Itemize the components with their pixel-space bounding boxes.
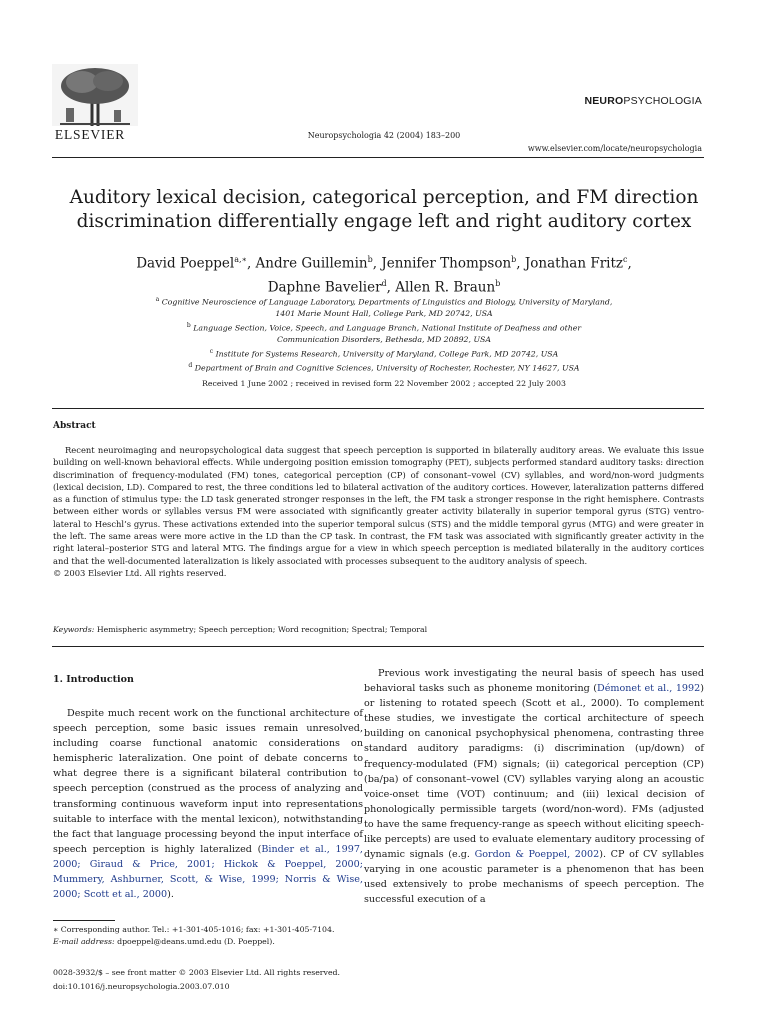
author-separator: ,	[516, 255, 525, 272]
author-affil-mark[interactable]: d	[381, 278, 387, 288]
abstract-heading: Abstract	[53, 421, 96, 431]
section-heading-introduction: 1. Introduction	[53, 674, 134, 685]
author-affil-mark[interactable]: b	[511, 255, 517, 264]
affil-mark: c	[209, 347, 214, 355]
author-name[interactable]: Jennifer Thompson	[381, 255, 512, 272]
citation-link[interactable]: Démonet et al., 1992	[597, 683, 701, 695]
affil-mark: a	[155, 296, 160, 303]
affiliation-line	[60, 334, 708, 346]
abstract-top-rule	[52, 408, 704, 409]
author-separator: ,	[372, 255, 382, 272]
footnote-rule	[53, 920, 115, 921]
affiliation-line	[60, 320, 708, 334]
article-title	[60, 186, 708, 234]
corresponding-author-note: ∗ Corresponding author. Tel.: +1-301-405-1016; fax: +1-301-405-7104.	[53, 925, 335, 934]
author-list	[60, 250, 708, 297]
right-column	[364, 666, 704, 908]
email-label: E-mail address:	[53, 936, 115, 946]
paragraph-text: ). CP of CV syllables varying in one acoustic parameter is a phenomenon that has been used extensively to probe mechanisms of speech perception. The successful execution of a	[364, 849, 704, 906]
doi-line[interactable]: doi:10.1016/j.neuropsychologia.2003.07.010	[53, 981, 230, 991]
authors-line-1	[60, 250, 708, 274]
author-separator: ,	[246, 255, 256, 272]
affil-text: Communication Disorders, Bethesda, MD 20892, USA	[276, 334, 491, 344]
affiliation-line	[60, 308, 708, 320]
paragraph-text: Previous work investigating the neural basis of speech has used behavioral tasks such as phoneme monitoring (	[364, 668, 704, 695]
paragraph-text: Despite much recent work on the functional architecture of speech perception, some basic issues remain unresolved, including coarse functional anatomic considerations on hemispheric lateralization. One point of debate concerns to what degree there is a significant bilateral contribution to speech perception (construed as the process of analyzing and transforming continuous waveform input into representations suitable to interface with the mental lexicon), notwithstanding the fact that language processing beyond the input interface of speech perception is highly lateralized (	[53, 708, 363, 855]
affiliations	[60, 294, 708, 374]
abstract-text: Recent neuroimaging and neuropsychological data suggest that speech perception is supported in bilaterally auditory areas. We evaluate this issue building on well-known behavioral effects. While undergoing position emission tomography (PET), subjects performed standard auditory tasks: direction discrimination of frequency-modulated (FM) tones, categorical perception (CP) of consonant–vowel (CV) syllables, and word/non-word judgments (lexical decision, LD). Compared to rest, the three conditions led to bilateral activation of the auditory cortices. However, lateralization patterns differed as a function of stimulus type: the LD task generated stronger responses in the left, the FM task a stronger response in the right hemisphere. Contrasts between either words or syllables versus FM were associated with significantly greater activity bilaterally in superior temporal gyrus (STG) ventro-lateral to Heschl’s gyrus. These activations extended into the superior temporal sulcus (STS) and the middle temporal gyrus (MTG) and were greater in the left. The same areas were more active in the LD than the CP task. In contrast, the FM task was associated with significantly greater activity in the right lateral–posterior STG and lateral MTG. The findings argue for a view in which speech perception is mediated bilaterally in the auditory cortices and that the well-documented lateralization is likely associated with processes subsequent to the auditory analysis of speech.	[53, 445, 704, 566]
author-separator: ,	[386, 279, 396, 295]
left-column	[53, 706, 363, 902]
journal-url-link[interactable]: www.elsevier.com/locate/neuropsychologia	[527, 144, 702, 153]
title-line-2: discrimination differentially engage left and right auditory cortex	[76, 211, 692, 232]
footnote	[53, 924, 365, 947]
journal-brand	[584, 95, 702, 107]
journal-citation: Neuropsychologia 42 (2004) 183–200	[307, 131, 461, 140]
keywords	[53, 625, 704, 634]
author-name[interactable]: David Poeppel	[136, 255, 235, 272]
author-name[interactable]: Allen R. Braun	[395, 279, 496, 295]
received-dates: Received 1 June 2002 ; received in revised form 22 November 2002 ; accepted 22 July 2003	[202, 379, 566, 388]
header-rule	[52, 157, 704, 158]
issn-doi	[53, 966, 373, 993]
affil-text: Cognitive Neuroscience of Language Laboratory, Departments of Linguistics and Biology, University of Maryland,	[161, 297, 613, 307]
author-separator: ,	[627, 255, 632, 272]
affiliation-line	[60, 360, 708, 374]
author-name[interactable]: Andre Guillemin	[255, 255, 368, 272]
author-affil-mark[interactable]: b	[367, 255, 373, 264]
intro-paragraph	[53, 706, 363, 902]
affiliation-line	[60, 294, 708, 308]
email-address[interactable]: dpoeppel@deans.umd.edu (D. Poeppel).	[114, 936, 275, 946]
keywords-label: Keywords:	[53, 625, 95, 634]
keywords-text: Hemispheric asymmetry; Speech perception; Word recognition; Spectral; Temporal	[96, 625, 428, 634]
author-name[interactable]: Jonathan Fritz	[524, 255, 624, 272]
journal-brand-bold: NEURO	[584, 95, 624, 107]
author-affil-mark[interactable]: b	[495, 278, 501, 288]
publisher-name: ELSEVIER	[54, 127, 126, 142]
email-note	[53, 936, 365, 948]
abstract-copyright: © 2003 Elsevier Ltd. All rights reserved.	[53, 567, 227, 578]
affil-text: 1401 Marie Mount Hall, College Park, MD 20742, USA	[275, 309, 493, 319]
issn-line: 0028-3932/$ – see front matter © 2003 Elsevier Ltd. All rights reserved.	[53, 968, 341, 977]
title-line-1: Auditory lexical decision, categorical perception, and FM direction	[69, 187, 699, 208]
affil-text: Institute for Systems Research, University of Maryland, College Park, MD 20742, USA	[215, 349, 559, 359]
journal-brand-rest: PSYCHOLOGIA	[623, 95, 702, 107]
citation-link[interactable]: Binder et al., 1997, 2000; Giraud & Price, 2001; Hickok & Poeppel, 2000; Mummery, Ashburner, Scott, & Wise, 1999; Norris & Wise, 2000; Scott et al., 2000	[53, 843, 363, 901]
author-name[interactable]: Daphne Bavelier	[267, 279, 382, 295]
paragraph-text: ).	[167, 889, 174, 901]
author-affil-mark[interactable]: a,∗	[234, 255, 247, 264]
affil-mark: b	[186, 321, 191, 329]
affil-text: Department of Brain and Cognitive Sciences, University of Rochester, Rochester, NY 14627, USA	[194, 363, 580, 373]
elsevier-tree-logo	[52, 64, 138, 126]
abstract-bottom-rule	[52, 646, 704, 647]
citation-link[interactable]: Gordon & Poeppel, 2002	[474, 849, 600, 861]
affiliation-line	[60, 346, 708, 360]
abstract-body	[53, 444, 704, 579]
intro-paragraph	[364, 666, 704, 908]
affil-mark: d	[188, 361, 193, 369]
affil-text: Language Section, Voice, Speech, and Language Branch, National Institute of Deafness and other	[193, 323, 582, 333]
paragraph-text: ) or listening to rotated speech (Scott et al., 2000). To complement these studies, we investigate the cortical architecture of speech building on canonical psychophysical phenomena, contrasting three standard auditory paradigms: (i) discrimination (up/down) of frequency-modulated (FM) signals; (ii) categorical perception (CP) (ba/pa) of consonant–vowel (CV) syllables varying along an acoustic voice-onset time (VOT) continuum; and (iii) lexical decision of phonologically permissible targets (word/non-word). FMs (adjusted to have the same frequency-range as speech without eliciting speech-like percepts) are used to evaluate elementary auditory processing of dynamic signals (e.g.	[364, 683, 704, 861]
author-affil-mark[interactable]: c	[623, 255, 628, 264]
